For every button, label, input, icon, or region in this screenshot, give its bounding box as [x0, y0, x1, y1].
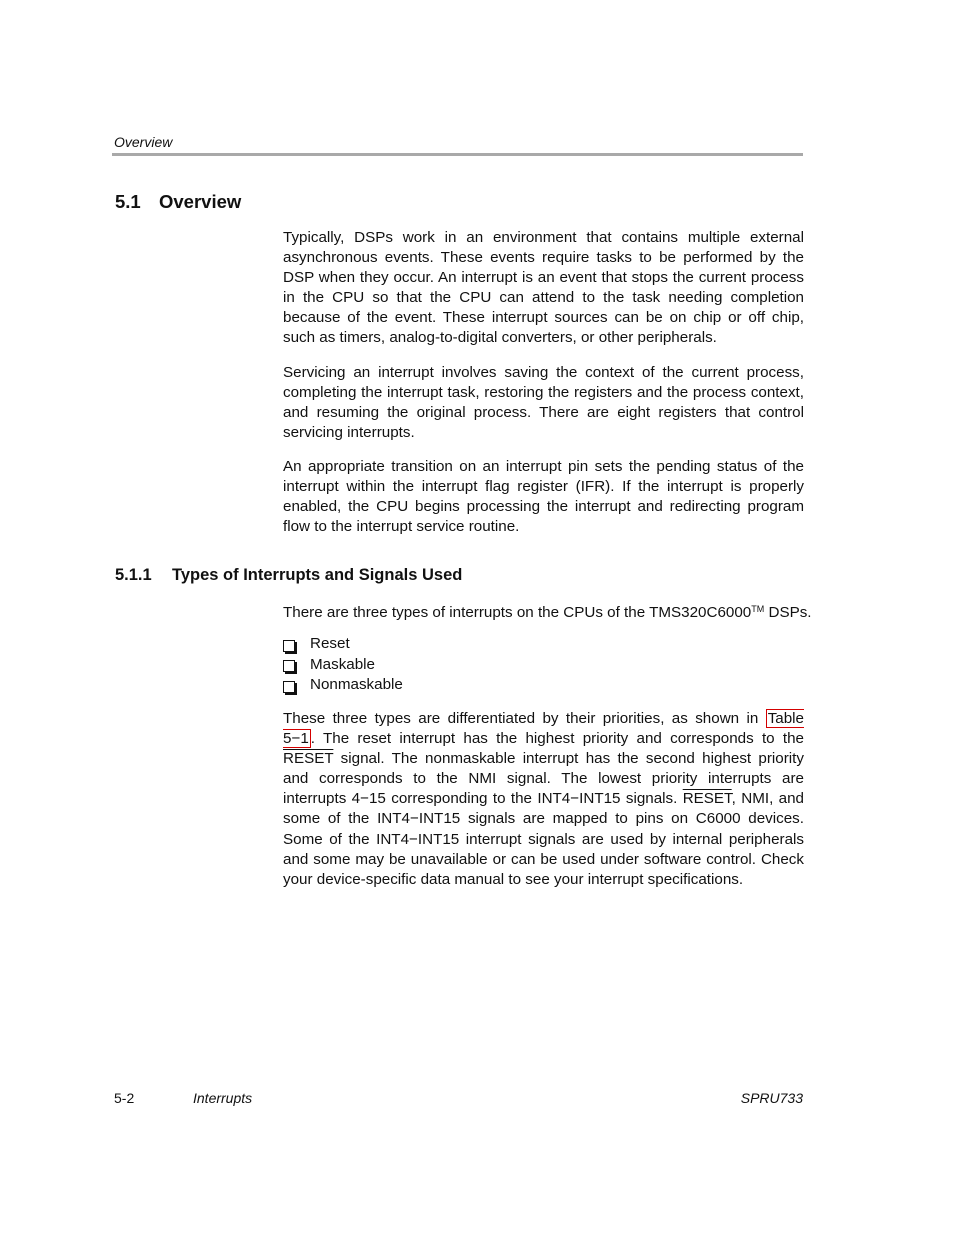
priorities-text-4: , NMI, and some of the INT4−INT15 signals are mapped to pins on C6000 devices. Some of the INT4−INT15 interrupt signals are used by internal peripherals and some may be unavailable or can be used under software control. Check your device-specific data manual to see your interrupt specifications. [283, 790, 804, 888]
running-header: Overview [114, 134, 173, 150]
section-number: 5.1 [115, 191, 141, 212]
list-item [283, 634, 403, 655]
checkbox-bullet-icon [283, 681, 295, 693]
subsection-title: Types of Interrupts and Signals Used [172, 566, 463, 584]
list-item-label: Maskable [310, 655, 375, 673]
table-5-1-link[interactable]: Table 5−1 [283, 710, 804, 748]
checkbox-bullet-icon [283, 640, 295, 652]
reset-signal-name: RESET [283, 750, 334, 768]
subsection-heading [115, 566, 462, 585]
types-intro-paragraph [283, 599, 812, 623]
reset-pin-name: RESET [682, 790, 732, 808]
overview-paragraph-3: An appropriate transition on an interrupt pin sets the pending status of the interrupt within the interrupt flag register (IFR). If the interrupt is properly enabled, the CPU begins processing the interrupt and redirecting program flow to the interrupt service routine. [283, 458, 804, 536]
section-heading [115, 191, 241, 213]
header-rule [112, 153, 803, 156]
overview-paragraph-2: Servicing an interrupt involves saving the context of the current process, completing the interrupt task, restoring the registers and the process context, and resuming the original process. There are eight registers that control servicing interrupts. [283, 364, 804, 442]
footer-chapter-title: Interrupts [193, 1090, 253, 1106]
list-item [283, 675, 403, 696]
interrupt-types-list [283, 634, 403, 696]
priorities-text-1: These three types are differentiated by their priorities, as shown in [283, 710, 766, 727]
section-title: Overview [159, 191, 242, 212]
list-item-label: Reset [310, 635, 350, 652]
overview-paragraph-1: Typically, DSPs work in an environment that contains multiple external asynchronous events. These events require tasks to be performed by the DSP when they occur. An interrupt is an event that stops the current process in the CPU so that the CPU can attend to the task needing completion because of the event. These interrupt sources can be on chip or off chip, such as timers, analog-to-digital converters, or other peripherals. [283, 229, 804, 347]
checkbox-bullet-icon [283, 660, 295, 672]
intro-text-end: DSPs. [764, 604, 812, 621]
list-item-label: Nonmaskable [310, 676, 403, 693]
footer-page-number: 5-2 [114, 1090, 135, 1106]
footer-document-id: SPRU733 [740, 1090, 803, 1106]
list-item [283, 655, 403, 676]
priorities-text-3: signal. The nonmaskable interrupt has the second highest priority and corresponds to the NMI signal. The lowest priority interrupts are interrupts 4−15 corresponding to the INT4−INT15 signals. [283, 750, 804, 808]
trademark-mark: TM [751, 604, 765, 614]
intro-text: There are three types of interrupts on the CPUs of the TMS320C6000 [283, 604, 752, 621]
priorities-paragraph [283, 709, 804, 890]
priorities-text-2: . The reset interrupt has the highest priority and corresponds to the [310, 730, 804, 748]
subsection-number: 5.1.1 [115, 566, 152, 584]
